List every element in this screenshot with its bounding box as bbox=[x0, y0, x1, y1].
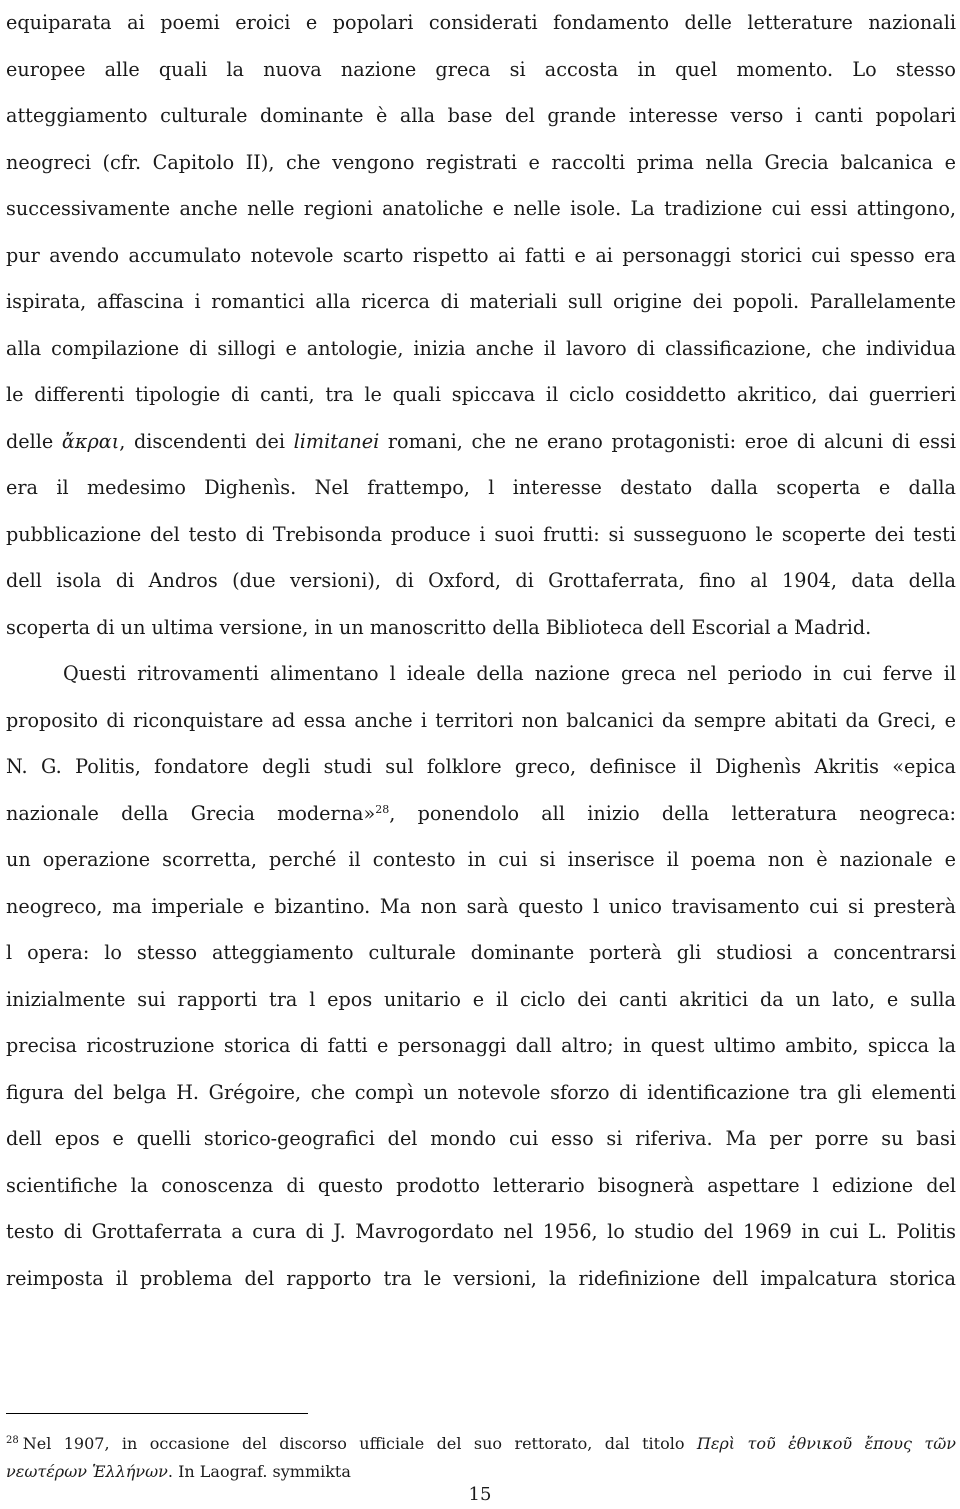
text-line: le differenti tipologie di canti, tra le quali spiccava il ciclo cosiddetto akritico, dai guerrieri bbox=[6, 383, 956, 406]
text-line: equiparata ai poemi eroici e popolari considerati fondamento delle letterature nazionali bbox=[6, 11, 956, 34]
text-line: reimposta il problema del rapporto tra le versioni, la ridefinizione dell impalcatura storica bbox=[6, 1266, 956, 1290]
italic-term: limitanei bbox=[293, 429, 380, 453]
text-line: successivamente anche nelle regioni anatoliche e nelle isole. La tradizione cui essi attingono, bbox=[6, 197, 956, 220]
document-page bbox=[6, 0, 956, 1509]
text-line: europee alle quali la nuova nazione greca si accosta in quel momento. Lo stesso bbox=[6, 57, 956, 81]
page-number: 15 bbox=[468, 1484, 492, 1505]
text-line: ispirata, affascina i romantici alla ricerca di materiali sull origine dei popoli. Parallelamente bbox=[6, 290, 956, 313]
text-line: l opera: lo stesso atteggiamento culturale dominante porterà gli studiosi a concentrarsi bbox=[6, 941, 956, 964]
footnote-greek-title: νεωτέρων Ἑλλήνων bbox=[6, 1462, 168, 1481]
text-line: pubblicazione del testo di Trebisonda produce i suoi frutti: si susseguono le scoperte dei testi bbox=[6, 522, 956, 546]
text-line: proposito di riconquistare ad essa anche i territori non balcanici da sempre abitati da Greci, e bbox=[6, 708, 956, 732]
text-segment: nazionale della Grecia moderna» bbox=[6, 801, 376, 825]
text-segment: , ponendolo all inizio della letteratura neogreca: bbox=[389, 801, 956, 825]
text-line: alla compilazione di sillogi e antologie, inizia anche il lavoro di classificazione, che individua bbox=[6, 336, 956, 360]
text-line: neogreci (cfr. Capitolo II), che vengono registrati e raccolti prima nella Grecia balcanica e bbox=[6, 150, 956, 174]
text-line: N. G. Politis, fondatore degli studi sul folklore greco, definisce il Dighenìs Akritis «epica bbox=[6, 755, 956, 778]
footnotes bbox=[6, 1430, 956, 1486]
text-line: un operazione scorretta, perché il contesto in cui si inserisce il poema non è nazionale e bbox=[6, 848, 956, 871]
text-line: dell isola di Andros (due versioni), di Oxford, di Grottaferrata, fino al 1904, data della bbox=[6, 569, 956, 592]
footnote-divider bbox=[6, 1413, 308, 1414]
text-segment: romani, che ne erano protagonisti: eroe di alcuni di essi bbox=[379, 429, 956, 453]
paragraph-start-line: Questi ritrovamenti alimentano l ideale della nazione greca nel periodo in cui ferve il bbox=[63, 662, 956, 685]
text-segment: , discendenti dei bbox=[119, 429, 294, 453]
text-line: scoperta di un ultima versione, in un manoscritto della Biblioteca dell Escorial a Madrid. bbox=[6, 615, 872, 639]
footnote-text: Nel 1907, in occasione del discorso ufficiale del suo rettorato, dal titolo bbox=[22, 1434, 697, 1453]
footnote-number: 28 bbox=[6, 1435, 19, 1446]
text-line: pur avendo accumulato notevole scarto rispetto ai fatti e ai personaggi storici cui spesso era bbox=[6, 243, 956, 267]
text-segment: delle bbox=[6, 429, 62, 453]
body-text bbox=[6, 0, 956, 1302]
text-line: precisa ricostruzione storica di fatti e personaggi dall altro; in quest ultimo ambito, spicca la bbox=[6, 1034, 956, 1057]
footnote-text: . In Laograf. symmikta bbox=[167, 1462, 351, 1481]
greek-term: ἄκραι bbox=[61, 429, 120, 453]
text-line: inizialmente sui rapporti tra l epos unitario e il ciclo dei canti akritici da un lato, e sulla bbox=[6, 987, 956, 1011]
text-line: neogreco, ma imperiale e bizantino. Ma non sarà questo l unico travisamento cui si presterà bbox=[6, 894, 956, 918]
text-line: atteggiamento culturale dominante è alla base del grande interesse verso i canti popolari bbox=[6, 104, 956, 127]
text-line: dell epos e quelli storico-geografici del mondo cui esso si riferiva. Ma per porre su basi bbox=[6, 1127, 956, 1150]
text-line bbox=[6, 791, 956, 838]
footnote-greek-title: Περὶ τοῦ ἐθνικοῦ ἔπους τῶν bbox=[696, 1434, 957, 1453]
text-line: figura del belga H. Grégoire, che compì un notevole sforzo di identificazione tra gli elementi bbox=[6, 1080, 956, 1104]
text-line bbox=[6, 419, 956, 466]
text-line: scientifiche la conoscenza di questo prodotto letterario bisognerà aspettare l edizione del bbox=[6, 1173, 956, 1197]
text-line: testo di Grottaferrata a cura di J. Mavrogordato nel 1956, lo studio del 1969 in cui L. Politis bbox=[6, 1220, 956, 1243]
footnote-reference[interactable]: 28 bbox=[375, 802, 390, 816]
footnote-line bbox=[6, 1430, 956, 1458]
text-line: era il medesimo Dighenìs. Nel frattempo, l interesse destato dalla scoperta e dalla bbox=[6, 476, 956, 499]
